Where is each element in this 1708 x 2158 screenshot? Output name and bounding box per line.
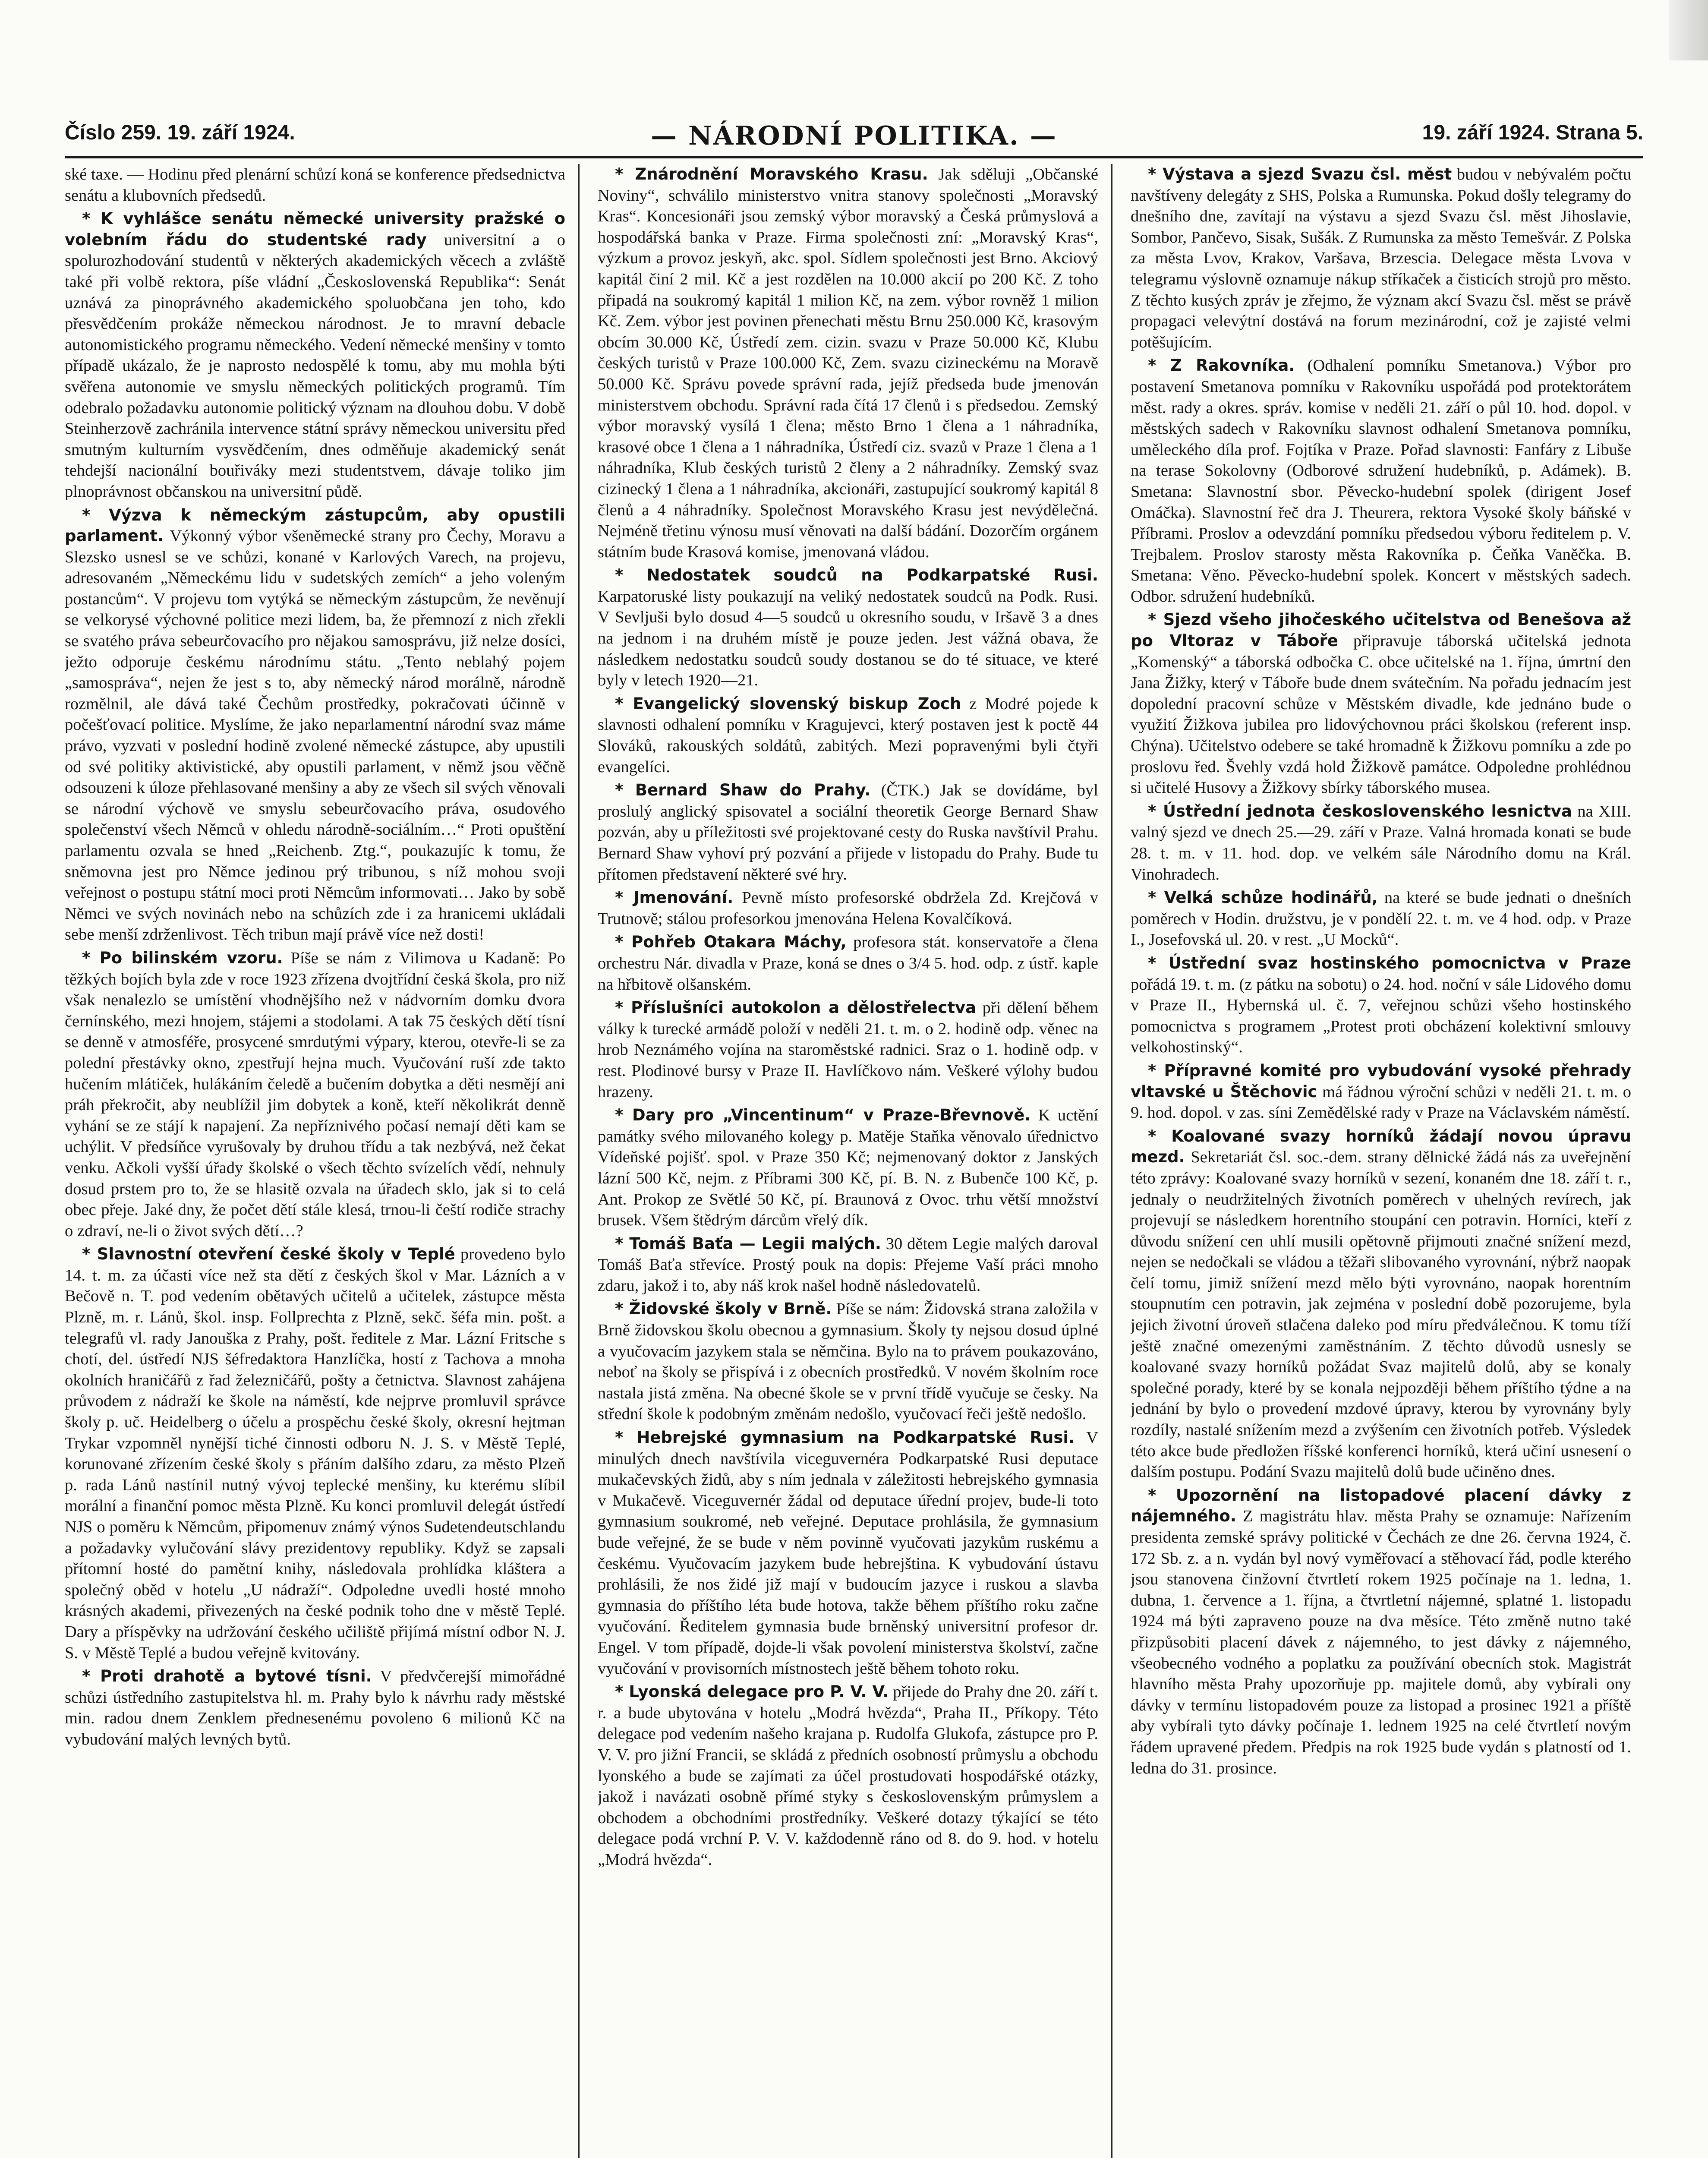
article-headline: * Slavnostní otevření české školy v Teplé <box>82 1245 455 1264</box>
article <box>1131 355 1631 607</box>
article <box>1131 609 1631 798</box>
article-headline: * Ústřední svaz hostinského pomocnictva v Praze <box>1148 953 1631 972</box>
article-text: V minulých dnech navštívila viceguvernéra Podkarpatské Rusi deputace mukačevských židů, aby s ním jednala v záležitosti hebrejského gymnasia v Mukačevě. Viceguvernér žádal od deputace úřední projev, bude-li toto gymnasium soukromé, neb veřejné. Deputace prohlásila, že gymnasium bude veřejné, že se bude v něm povinně vyučovati jazykům ruskému a českému. Vyučovacím jazykem bude hebrejština. K vybudování ústavu prohlásili, že nos židé již mají v budoucím jazyce i ruskou a slavba gymnasia do příštího léta bude hotova, takže během příštího roku začne vyučování. Ředitelem gymnasia bude brněnský universitní profesor dr. Engel. V tom případě, dojde-li však povolení ministerstva školství, začne vyučování v provisorních místnostech ještě během tohoto roku. <box>598 1429 1098 1678</box>
article-text: ské taxe. — Hodinu před plenární schůzí koná se konference předsednictva senátu a klubovních předsedů. <box>65 165 565 205</box>
article-headline: * Ústřední jednota československého lesnictva <box>1148 801 1572 820</box>
masthead-rule <box>65 156 1643 158</box>
article-headline: * Znárodnění Moravského Krasu. <box>615 165 928 183</box>
article-text: Sekretariát čsl. soc.-dem. strany dělnické žádá nás za uveřejnění této zprávy: Koalované svazy horníků v sezení, konaném dne 18. září t. r., jednaly o neudržitelných životních poměrech v uhelných revírech, jak projevují se následkem horentního stoupání cen potravin. Horníci, kteří z důvodu snížení cen uhlí musili opětovně přijmouti značné snížení mezd, nejen se nedočkali se vládou a těžaři slibovaného vyrovnání, nýbrž naopak čelí tomu, jimiž snížení mezd mělo býti vyrovnáno, naopak horentním stoupnutím cen potravin, jak zejména v poslední době pozorujeme, byla jejich životní úroveň stlačena daleko pod míru předválečnou. K tomu tíží ještě značné omezenými zaměstnáním. Z těchto důvodů usnesly se koalované svazy horníků požádat Svaz majitelů dolů, aby se konaly společné porady, které by se konala nejpozději během příštího týdne a na jednání by bylo o provedení mzdové úpravy, kterou by vyrovnány byly rozdíly, nastalé snížením mezd a zvýšením cen životních potřeb. Výsledek této akce bude předložen říšské konferenci horníků, která učiní usnesení o dalším postupu. Podání Svazu majitelů dolů bude učiněno dnes. <box>1131 1148 1631 1481</box>
column-2 <box>598 164 1098 2158</box>
article-headline: * Výzva k německým zástupcům, aby opustili parlament. <box>65 505 565 546</box>
article <box>1131 164 1631 353</box>
article <box>598 164 1098 562</box>
article-text: na které se bude jednati o dnešních poměrech v Hodin. družstvu, je v pondělí 22. t. m. ve 4 hod. odp. v Praze I., Josefovská ul. 20. v rest. „U Mocků“. <box>1131 889 1631 949</box>
article <box>1131 1060 1631 1123</box>
article-text: (Odhalení pomníku Smetanova.) Výbor pro postavení Smetanova pomníku v Rakovníku uspořádá pod protektorátem měst. rady a okres. správ. komise v neděli 21. září o půl 10. hod. dopol. v městských sadech v Rakovníku slavnost odhalení Smetanova pomníku, uměleckého díla prof. Fojtíka v Praze. Pořad slavnosti: Fanfáry z Libuše na terase Sokolovny (Odborové sdružení hudebníků, p. Adámek). B. Smetana: Slavnostní sbor. Pěvecko-hudební spolek (dirigent Josef Omáčka). Slavnostní řeč dra J. Theurera, rektora Vysoké školy báňské v Příbrami. Proslov a odevzdání pomníku předsedou výboru ředitelem p. V. Trejbalem. Proslov starosty města Rakovníka p. Čeňka Vaněčka. B. Smetana: Věno. Pěvecko-hudební spolek. Koncert v městských sadech. Odbor. sdružení hudebníků. <box>1131 357 1631 606</box>
article <box>598 565 1098 691</box>
article-text: připravuje táborská učitelská jednota „Komenský“ a táborská odbočka C. obce učitelské na 1. října, úmrtní den Jana Žižky, který v Táboře bude dnem svátečním. Na pořadu jednacím jest dopolední pracovní schůze v Městském divadle, kde jednáno bude o využití Žižkova jubilea pro lidovýchovnou práci školskou (referent insp. Chýna). Učitelstvo odebere se také hromadně k Žižkovu pomníku a zde po proslovu řed. Švehly vzdá hold Žižkově památce. Odpoledne prohlédnou si učitelé Husovy a Žižkovy sbírky táborského musea. <box>1131 632 1631 797</box>
article-text: Píše se nám: Židovská strana založila v Brně židovskou školu obecnou a gymnasium. Školy ty nejsou dosud úplné a vyučovacím jazykem stala se němčina. Bylo na to právem poukazováno, neboť na školy se přispívá i z obecních prostředků. V novém školním roce nastala jistá změna. Na obecné škole se v první třídě vyučuje se česky. Na střední škole k podobným změnám nedošlo, vyučovací řeči ještě nedošlo. <box>598 1300 1098 1423</box>
article-headline: * Lyonská delegace pro P. V. V. <box>615 1682 889 1701</box>
article <box>65 1666 565 1750</box>
article-headline: * Z Rakovníka. <box>1148 356 1295 375</box>
article <box>598 887 1098 929</box>
article-text: Pevně místo profesorské obdržela Zd. Krejčová v Trutnově; stálou profesorkou jmenována Helena Kovalčíková. <box>598 889 1098 928</box>
article-text: K uctění památky svého milovaného kolegy p. Matěje Staňka věnovalo úřednictvo Vídeňské pojišť. spol. v Praze 350 Kč; nejmenovaný doktor z Janských lázní 500 Kč, nejm. z Příbrami 300 Kč, pí. B. N. z Bubenče 100 Kč, p. Ant. Prokop ze Světlé 50 Kč, pí. Braunová z Ovoc. trhu větší množství brusek. Všem štědrým dárcům vřelý dík. <box>598 1106 1098 1230</box>
masthead <box>65 121 1643 155</box>
article <box>65 1244 565 1663</box>
article <box>65 164 565 206</box>
article-headline: * Jmenování. <box>615 888 734 907</box>
column-1 <box>65 164 565 2158</box>
article <box>1131 1126 1631 1483</box>
article-headline: * Evangelický slovenský biskup Zoch <box>615 694 961 713</box>
article-text: pořádá 19. t. m. (z pátku na sobotu) o 24. hod. noční v sále Lidového domu v Praze II., Hybernská ul. č. 7, veřejnou schůzi všeho hostinského pomocnictva s programem „Protest proti obcházení kolektivní smlouvy velkohostinský“. <box>1131 975 1631 1057</box>
article <box>1131 953 1631 1058</box>
article-text: Píše se nám z Vilimova u Kadaně: Po těžkých bojích byla zde v roce 1923 zřízena dvojtřídní česká škola, pro niž však nenalezlo se umístění vhodnějšího než v nádvorním domku dvora černínského, mezi hnojem, stájemi a stodolami. A tak 75 českých dětí tísní se denně v atmosféře, prosycené smrdutými výpary, kterou, otevře-li se za polední přestávky okno, zpestřují hejna much. Vyučování ruší zde takto hučením mlátiček, hulákáním čeledě a bučením dobytka a děti nesmějí ani práh překročit, aby neublížil jim dobytek a koně, kteří několikrát denně vyhání se ze stájí k napajení. Za nepříznivého počasí nemají děti kam se uchýlit. V předsíňce vyrušovaly by druhou třídu a tak nezbývá, než čekat venku. Ačkoli vyšší úřady školské o všech těchto svízelích vědí, nehnuly dosud prstem pro to, že se hlasitě ozvala na úřadech sklo, jak si to celá obec přeje. Jaké dny, že počet dětí stále klesá, trnou-li čeští rodiče strachy o zdraví, ne-li o život svých dětí…? <box>65 949 565 1240</box>
article-text: profesora stát. konservatoře a člena orchestru Nár. divadla v Praze, koná se dnes o 3/4 5. hod. odp. z ústř. kaple na hřbitově olšanském. <box>598 933 1098 994</box>
article-headline: * Židovské školy v Brně. <box>615 1300 832 1319</box>
article-text: Karpatoruské listy poukazují na veliký nedostatek soudců na Podk. Rusi. V Sevljuši bylo dosud 4—5 soudců u okresního soudu, v Iršavě 3 a dnes na jednom i na druhém místě je pouze jeden. Jest vážná obava, že následkem nedostatku soudců soudy dostanou se do té situace, ve které byly v letech 1920—21. <box>598 587 1098 690</box>
article-text: přijede do Prahy dne 20. září t. r. a bude ubytována v hotelu „Modrá hvězda“, Praha II., Příkopy. Této delegace pod vedením našeho krajana p. Rudolfa Glukofa, zástupce pro P. V. V. pro jižní Francii, se skládá z předních osobností průmyslu a obchodu lyonského a bude se zajímati za účel prostudovati hospodářské otázky, jakož i navázati osobně přímé styky s československým průmyslem a obchodem a obchodními prostředníky. Veškeré dotazy týkající se této delegace podá vrchní P. V. V. každodenně ráno od 8. do 9. hod. v hotelu „Modrá hvězda“. <box>598 1683 1098 1869</box>
article-text: provedeno bylo 14. t. m. za účasti více než sta dětí z českých škol v Mar. Lázních a v Bečově n. T. pod vedením obětavých učitelů a učitelek, zástupce města Plzně, m. r. Lánů, škol. insp. Follprechta z Plzně, sekč. šéfa min. pošt. a telegrafů vl. rady Janouška z Prahy, pošt. ředitele z Mar. Lázní Fritsche s chotí, del. ústředí NJS šéfredaktora Hanzlíčka, hostí z Tachova a mnoha okolních hraničářů z řad železničářů, pošty a četnictva. Slavnost zahájena průvodem z nádraží ke škole na náměstí, kde nejprve promluvil správce školy p. uč. Heidelberg o účelu a prospěchu české školy, okresní hejtman Trykar vzpomněl nynější tiché činnosti odboru N. J. S. v Městě Teplé, korunované zřízením české školy s přáním dalšího zdaru, za město Plzeň p. rada Lánů nastínil nutný vývoj teplecké menšiny, ku kterému slíbil morální a finanční pomoc města Plzně. Ku konci promluvil delegát ústředí NJS o poměru k Němcům, připomenuv známý výnos Sudetendeutschlandu a požadavky vylučování slávy prezidentovy republiky. Když se zapsali přítomní hosté do pamětní knihy, následovala prohlídka kláštera a společný oběd v hotelu „U nádraží“. Odpoledne uvedli hosté mnoho krásných akademi, přivezených na české podnik toho dne v městě Teplé. Dary a příspěvky na udržování českého učiliště přijímá místní odbor N. J. S. v Městě Teplé a budou veřejně kvitovány. <box>65 1245 565 1662</box>
article-headline: * Sjezd všeho jihočeského učitelstva od Benešova až po Vltoraz v Táboře <box>1131 610 1631 650</box>
article <box>598 1299 1098 1425</box>
article-headline: * Po bilinském vzoru. <box>82 948 283 967</box>
article <box>598 997 1098 1102</box>
article-text: (ČTK.) Jak se dovídáme, byl proslulý anglický spisovatel a sociální theoretik George Bernard Shaw pozván, aby u příležitosti své projektované cesty do Ruska navštívil Prahu. Bernard Shaw vyhoví prý pozvání a přijede v listopadu do Prahy. Bude tu přítomen představení některé své hry. <box>598 781 1098 883</box>
article-headline: * Hebrejské gymnasium na Podkarpatské Rusi. <box>615 1428 1075 1447</box>
article-headline: * Velká schůze hodinářů, <box>1148 888 1378 907</box>
article-headline: * K vyhlášce senátu německé university pražské o volebním řádu do studentské rady <box>65 209 565 249</box>
article <box>598 1427 1098 1679</box>
issue-number-date: Číslo 259. 19. září 1924. <box>65 121 295 144</box>
article-text: Výkonný výbor všeněmecké strany pro Čechy, Moravu a Slezsko usnesl se ve schůzi, konané v Karlových Varech, na projevu, adresovaném „Německému lidu v sudetských zemích“ a jeho voleným postancům“. V projevu tom vytýká se německým zástupcům, že nevěnují se velkorysé výchovné politice mezi lidem, ba, že přemnozí z nich zřekli se svatého práva sebeurčovacího pro nějakou samosprávu, již nelze dosíci, ježto odporuje českému národnímu státu. „Tento neblahý pojem „samospráva“, nejen že jest s to, aby německý národ morálně, národně rozmělnil, ale dává také Čechům prostředky, pokračovati účinně v počešťovací politice. Myslíme, že jako neparlamentní národní svaz máme právo, vyzvati v poslední hodině zvolené německé zástupce, aby upustili od své politiky aktivistické, aby opustili parlament, v němž jsou věčně odsouzeni k úloze přehlasované menšiny a aby ze všech sil svých věnovali se národní výchově ve smyslu sebeurčovacího práva, osudového společenství všech Němců v ohledu národně-sociálním…“ Proti opuštění parlamentu ozvala se hned „Reichenb. Ztg.“, poukazujíc k tomu, že sněmovna jest pro Němce jedinou prý tribunou, s níž mohou svoji veřejnost o postupu státní moci proti Němcům informovati… Jako by sobě Němci ve svých novinách nebo na schůzích zde i za hranicemi ukládali sebe menší zdrženlivost. Těch tribun mají právě více než dosti! <box>65 527 565 944</box>
article-text: na XIII. valný sjezd ve dnech 25.—29. září v Praze. Valná hromada konati se bude 28. t. m. v 11. hod. dop. ve velkém sále Národního domu na Král. Vinohradech. <box>1131 802 1631 883</box>
article-text: při dělení během války k turecké armádě položí v neděli 21. t. m. o 2. hodině odp. věnec na hrob Neznámého vojína na staroměstské radnici. Sraz o 1. hodině odp. v rest. Plodinové bursy v Praze II. Havlíčkovo nám. Veškeré výlohy budou hrazeny. <box>598 999 1098 1101</box>
article <box>598 932 1098 995</box>
article <box>1131 801 1631 885</box>
article-text: Z magistrátu hlav. města Prahy se oznamuje: Nařízením presidenta zemské správy politické v Čechách ze dne 26. června 1924, č. 172 Sb. z. a n. vydán byl nový vyměřovací a stěhovací řád, podle kterého jsou stanovena činžovní čtvrtletí rokem 1925 počínaje na 1. ledna, 1. dubna, 1. července a 1. října, a čtvrtletní nájemné, splatné 1. listopadu 1924 má býti zapraveno pouze na dva měsíce. Této změně nutno také přizpůsobiti placení dávek z nájemného, to jest dávky z nájemného, všeobecného vodného a poplatku za používání obecních stok. Magistrát hlavního města Prahy upozorňuje pp. majitele domů, aby vybírali ony dávky v termínu listopadovém pouze za listopad a prosinec 1921 a příště aby vybírali tyto dávky počínaje 1. lednem 1925 na celé čtvrtletí novým řádem upravené předem. Předpis na rok 1925 bude vydán s platností od 1. ledna do 31. prosince. <box>1131 1507 1631 1777</box>
article-text: Jak sděluji „Občanské Noviny“, schválilo ministerstvo vnitra stanovy společnosti „Moravský Kras“. Koncesionáři jsou zemský výbor moravský a Česká průmyslová a hospodářská banka v Praze. Firma společnosti zní: „Moravský Kras“, výzkum a provoz jeskyň, akc. spol. Sídlem společnosti jest Brno. Akciový kapitál činí 2 mil. Kč a jest rozdělen na 10.000 akcií po 200 Kč. Z toho připadá na soukromý kapitál 1 milion Kč, na zem. výbor rovněž 1 milion Kč. Zem. výbor jest povinen přenechati městu Brnu 250.000 Kč, krasovým obcím 30.000 Kč, Ústředí zem. cizin. svazu v Praze 50.000 Kč, Klubu českých turistů v Praze 100.000 Kč, Zem. svazu cizineckému na Moravě 50.000 Kč. Správu povede správní rada, jejíž předseda bude jmenován ministerstvem obchodu. Správní rada čítá 17 členů i s předsedou. Zemský výbor moravský vysílá 1 člena; město Brno 1 člena a 1 náhradníka, krasové obce 1 člena a 1 náhradníka, Ústředí ciz. svazů v Praze 1 člena a 1 náhradníka, Klub českých turistů 2 členy a 2 náhradníky. Zemský svaz cizinecký 1 člena a 1 náhradníka, akcionáři, zastupující soukromý kapitál 8 členů a 4 náhradníky. Společnost Moravského Krasu jest nevýdělečná. Nejméně třetinu výnosu musí věnovati na další bádání. Dozorčím orgánem státním bude Krasová komise, jmenovaná vládou. <box>598 165 1098 561</box>
article-text: z Modré pojede k slavnosti odhalení pomníku v Kragujevci, který postaven jest k poctě 44 Slováků, rakouských soldátů, zabitých. Mezi popravenými byli čtyři evangelíci. <box>598 694 1098 776</box>
article <box>1131 1485 1631 1779</box>
article-text: má řádnou výroční schůzi v neděli 21. t. m. o 9. hod. dopol. v zas. síni Zemědělské rady v Praze na Václavském náměstí. <box>1131 1082 1631 1122</box>
article <box>1131 887 1631 950</box>
torn-corner <box>1669 0 1708 60</box>
article <box>598 1682 1098 1870</box>
article-headline: * Příslušníci autokolon a dělostřelectva <box>615 998 977 1017</box>
article <box>598 1105 1098 1231</box>
article-text: budou v nebývalém počtu navštíveny delegáty z SHS, Polska a Rumunska. Pokud došly telegramy do dnešního dne, zavítají na výstavu a sjezd Svazu čsl. měst Jihoslavie, Sombor, Pančevo, Sisak, Sušák. Z Rumunska za město Temešvár. Z Polska za města Lvov, Krakov, Varšava, Brzescia. Delegace města Lvova v telegramu výslovně oznamuje nákup stříkaček a čisticích strojů pro město. Z těchto kusých zpráv je zřejmo, že význam akcí Svazu čsl. měst se právě propagaci velevýtní dostává na forum mezinárodní, což je zajisté velmi potěšujícím. <box>1131 165 1631 351</box>
page-date-number: 19. září 1924. Strana 5. <box>1422 121 1643 144</box>
article-headline: * Pohřeb Otakara Máchy, <box>615 933 847 952</box>
article-text: 30 dětem Legie malých daroval Tomáš Baťa střevíce. Prostý pouk na dopis: Přejeme Vaší práci mnoho zdaru, jakož i to, aby náš krok našel hodně následovatelů. <box>598 1234 1098 1295</box>
article-headline: * Výstava a sjezd Svazu čsl. měst <box>1148 165 1452 183</box>
article <box>598 694 1098 777</box>
article-headline: * Bernard Shaw do Prahy. <box>615 781 871 800</box>
column-divider <box>1111 164 1112 2158</box>
article-headline: * Proti drahotě a bytové tísni. <box>82 1667 372 1686</box>
article-text: universitní a o spolurozhodování studentů v některých akademických věcech a zvláště také při volbě rektora, píše vládní „Československá Republika“: Senát uznává za pinoprávného akademického spoluobčana jen toho, kdo přesvědčením prokáže německou národnost. Je to mravní debacle autonomistického programu německého. Vedení německé menšiny v tomto případě ukázalo, že je naprosto nedospělé k tomu, aby mu mohla býti svěřena autonomie ve smyslu německých politických programů. Tím odebralo požadavku autonomie politický význam na dlouhou dobu. V době Steinherzově zachránila intervence státní správy německou universitu před smutným kulturním vysvědčením, dnes odměňuje akademický senát tehdejší nacionální bouřiváky mezi studentstvem, dávaje toliko jim plnoprávnost občanskou na universitní půdě. <box>65 230 565 501</box>
article-headline: * Koalované svazy horníků žádají novou úpravu mezd. <box>1131 1126 1631 1167</box>
article <box>598 1234 1098 1297</box>
article <box>65 948 565 1241</box>
newspaper-title: — NÁRODNÍ POLITIKA. — <box>651 121 1057 151</box>
column-3 <box>1131 164 1631 2158</box>
article <box>65 208 565 502</box>
article-headline: * Přípravné komité pro vybudování vysoké přehrady vltavské u Štěchovic <box>1131 1061 1631 1101</box>
article <box>65 505 565 945</box>
article-headline: * Upozornění na listopadové placení dávky z nájemného. <box>1131 1486 1631 1526</box>
article <box>598 780 1098 885</box>
article-headline: * Dary pro „Vincentinum“ v Praze-Břevnově. <box>615 1106 1031 1125</box>
article-text: V předvčerejší mimořádné schůzi ústředního zastupitelstva hl. m. Prahy bylo k návrhu rady městské min. radou dnem Zenklem přednesenému povoleno 6 milionů Kč na vybudování malých levných bytů. <box>65 1667 565 1748</box>
article-headline: * Tomáš Baťa — Legii malých. <box>615 1234 881 1253</box>
article-headline: * Nedostatek soudců na Podkarpatské Rusi. <box>615 566 1098 585</box>
column-divider <box>578 164 580 2158</box>
